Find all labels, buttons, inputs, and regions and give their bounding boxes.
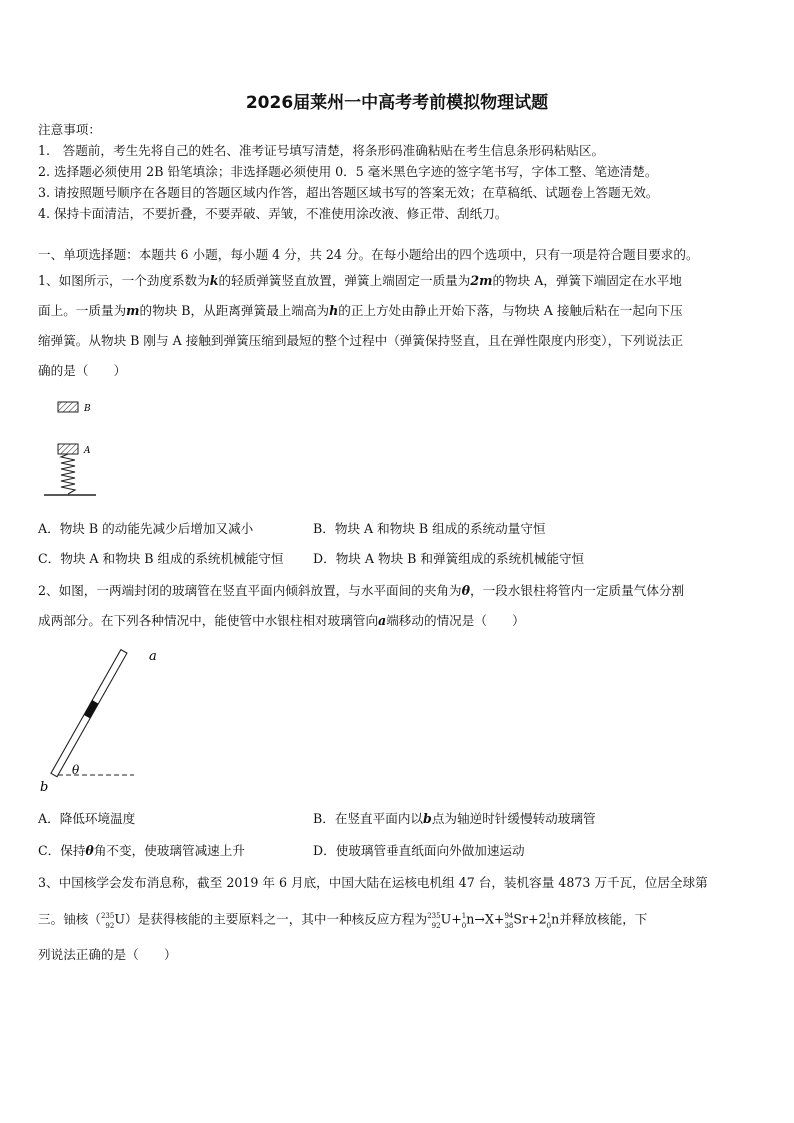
q2-var-theta: θ (461, 583, 471, 598)
q2-line-1 (38, 583, 758, 599)
spring (61, 454, 75, 494)
q2-option-c[interactable] (38, 843, 245, 859)
notice-item-1: 1. 答题前，考生先将自己的姓名、准考证号填写清楚，将条形码准确粘贴在考生信息条形码粘贴区。 (38, 143, 605, 158)
nuclide-charge-number: 92 (105, 922, 115, 930)
q1-text: 的轻质弹簧竖直放置，弹簧上端固定一质量为 (218, 273, 471, 288)
q3-text: 并释放核能，下 (559, 911, 648, 927)
q2-text: 成两部分。在下列各种情况中，能使管中水银柱相对玻璃管向 (38, 613, 379, 628)
q2-text: ，一段水银柱将管内一定质量气体分割 (470, 583, 685, 598)
nuclide-symbol: n (551, 911, 560, 927)
block-b-label: B (84, 404, 91, 414)
q2-var-a: a (378, 613, 387, 628)
nuclide-symbol: Sr (513, 911, 529, 927)
q1-option-b[interactable]: B．物块 A 和物块 B 组成的系统动量守恒 (313, 521, 546, 536)
nuclide-mass-number: 235 (100, 912, 115, 920)
nuclide-charge-number: 0 (546, 922, 552, 930)
nuclide-symbol: n (466, 911, 475, 927)
q2-option-b-var: b (423, 811, 432, 826)
notice-item-3: 3. 请按照题号顺序在各题目的答题区域内作答，超出答题区域书写的答案无效；在草稿纸、试题卷上答题无效。 (38, 185, 659, 200)
block-b (58, 402, 78, 412)
q1-text: 1、如图所示，一个劲度系数为 (38, 273, 210, 288)
q1-text: 的物块 B，从距离弹簧最上端高为 (139, 303, 330, 318)
plus-sign: + (528, 911, 539, 927)
tilted-tube-figure (36, 645, 166, 797)
q2-option-c-text: C．保持 (38, 843, 86, 858)
q1-line-4: 确的是（ ） (38, 363, 127, 378)
tube-end-b-label: b (40, 780, 49, 795)
nuclide-charge-number: 38 (504, 922, 514, 930)
equation-coefficient: 2 (538, 911, 547, 927)
q1-text: 面上。一质量为 (38, 303, 127, 318)
spring-block-figure (40, 395, 110, 503)
q1-var-m: m (126, 303, 140, 318)
q2-option-b-text: 点为轴逆时针缓慢转动玻璃管 (431, 811, 596, 826)
page-title: 2026届莱州一中高考考前模拟物理试题 (245, 93, 549, 113)
plus-sign: + (493, 911, 505, 927)
nuclide-symbol: U (114, 911, 125, 927)
section-heading: 一、单项选择题：本题共 6 小题，每小题 4 分，共 24 分。在每小题给出的四个选项中，只有一项是符合题目要求的。 (38, 247, 699, 262)
q2-text: 2、如图，一两端封闭的玻璃管在竖直平面内倾斜放置，与水平面间的夹角为 (38, 583, 462, 598)
q3-text: ）是获得核能的主要原料之一，其中一种核反应方程为 (124, 911, 428, 927)
q1-line-2 (38, 303, 758, 319)
equation-product-x: X (484, 911, 494, 927)
plus-sign: + (451, 911, 462, 927)
q3-line-1: 3、中国核学会发布消息称，截至 2019 年 6 月底，中国大陆在运核电机组 47 台，装机容量 4873 万千瓦，位居全球第 (38, 875, 708, 890)
mercury-column (84, 700, 98, 718)
q2-option-d[interactable]: D．使玻璃管垂直纸面向外做加速运动 (313, 843, 525, 858)
equation-neutron (547, 910, 560, 930)
arrow-sign: → (474, 911, 485, 927)
equation-neutron (462, 910, 475, 930)
q1-line-1 (38, 273, 758, 289)
q1-option-d[interactable]: D．物块 A 物块 B 和弹簧组成的系统机械能守恒 (313, 551, 585, 566)
nuclide-mass-number: 1 (546, 912, 552, 920)
q2-text: 端移动的情况是（ ） (386, 613, 525, 628)
q3-text: 三。铀核（ (38, 911, 101, 927)
nuclide-mass-number: 94 (504, 912, 514, 920)
notice-heading: 注意事项： (38, 122, 101, 137)
q2-option-a[interactable]: A．降低环境温度 (38, 811, 136, 826)
nuclide-charge-number: 92 (431, 922, 441, 930)
angle-theta-label: θ (72, 763, 80, 777)
q1-var-k: k (209, 273, 219, 288)
nuclide-charge-number: 0 (461, 922, 467, 930)
notice-item-4: 4. 保持卡面清洁，不要折叠，不要弄破、弄皱，不准使用涂改液、修正带、刮纸刀。 (38, 206, 508, 221)
equation-strontium (504, 910, 528, 930)
tube-end-a-label: a (149, 649, 157, 664)
q1-option-a[interactable]: A．物块 B 的动能先减少后增加又减小 (38, 521, 254, 536)
uranium-nuclide (101, 910, 125, 930)
q1-text: 的物块 A，弹簧下端固定在水平地 (492, 273, 682, 288)
equation-uranium (427, 910, 451, 930)
nuclide-mass-number: 235 (427, 912, 441, 920)
q3-line-2 (38, 910, 758, 930)
q2-option-c-text: 角不变，使玻璃管减速上升 (93, 843, 245, 858)
nuclide-mass-number: 1 (461, 912, 467, 920)
notice-item-2: 2. 选择题必须使用 2B 铅笔填涂；非选择题必须使用 0．5 毫米黑色字迹的签字笔书写，字体工整、笔迹清楚。 (38, 164, 658, 179)
q1-var-h: h (329, 303, 339, 318)
block-a-label: A (84, 446, 91, 456)
q2-option-b[interactable] (313, 811, 596, 827)
q2-option-c-var: θ (85, 843, 94, 858)
q1-option-c[interactable]: C．物块 A 和物块 B 组成的系统机械能守恒 (38, 551, 284, 566)
q1-text: 的正上方处由静止开始下落，与物块 A 接触后粘在一起向下压 (338, 303, 683, 318)
q1-var-2m: 2m (470, 273, 493, 288)
q3-line-3: 列说法正确的是（ ） (38, 947, 177, 962)
block-a (58, 444, 78, 454)
nuclide-symbol: U (440, 911, 452, 927)
q1-line-3: 缩弹簧。从物块 B 刚与 A 接触到弹簧压缩到最短的整个过程中（弹簧保持竖直，且在弹性限度内形变），下列说法正 (38, 333, 684, 348)
q2-line-2 (38, 613, 758, 629)
q2-option-b-text: B．在竖直平面内以 (313, 811, 424, 826)
